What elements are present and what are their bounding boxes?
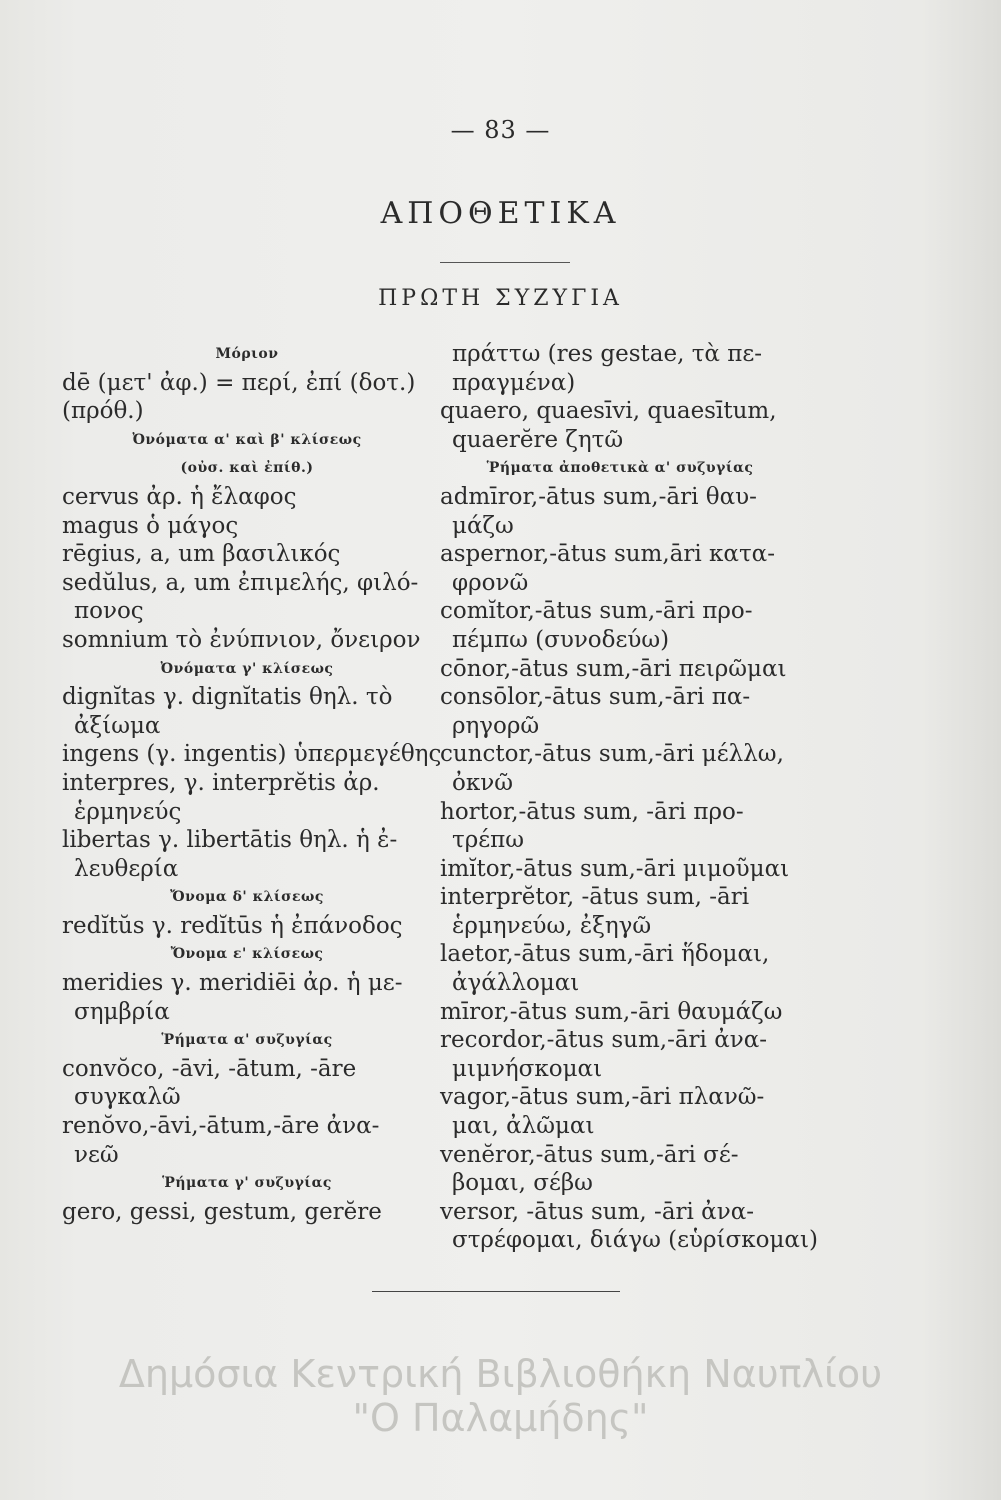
entry-line: renŏvo,-āvi,-ātum,-āre ἀνα- (62, 1113, 380, 1140)
entry-line: magus ὁ μάγος (62, 512, 239, 539)
entry-line: μιμνήσκομαι (452, 1055, 603, 1082)
entry-line: dē (μετ' ἀφ.) = περί, ἐπί (δοτ.) (62, 369, 416, 396)
section-heading: Ῥήματα α' συζυγίας (161, 1032, 333, 1049)
entry-line: μαι, ἀλῶμαι (452, 1113, 595, 1140)
entry-line: mīror,-ātus sum,-āri θαυμάζω (440, 998, 783, 1025)
entry-line: interprĕtor, -ātus sum, -āri (440, 884, 750, 911)
entry-line: (πρόθ.) (62, 398, 144, 425)
entry-line: dignĭtas γ. dignĭtatis θηλ. τὸ (62, 684, 393, 711)
entry-line: sedŭlus, a, um ἐπιμελής, φιλό- (62, 569, 419, 596)
entry-line: convŏco, -āvi, -ātum, -āre (62, 1055, 357, 1082)
entry-line: quaero, quaesīvi, quaesītum, (440, 398, 777, 425)
section-heading: Μόριον (215, 346, 279, 362)
entry-line: ἀξίωμα (74, 712, 161, 739)
entry-line: τρέπω (452, 827, 525, 854)
entry-line: βομαι, σέβω (452, 1170, 593, 1197)
section-heading: Ὄνομα δ' κλίσεως (170, 889, 324, 906)
entry-line: ἑρμηνεύω, ἐξηγῶ (452, 912, 652, 939)
entry-line: venĕror,-ātus sum,-āri σέ- (440, 1141, 739, 1168)
watermark-line-2: "Ο Παλαμήδης" (352, 1396, 649, 1440)
entry-line: comĭtor,-ātus sum,-āri προ- (440, 598, 753, 625)
entry-line: νεῶ (74, 1141, 119, 1168)
entry-line: cunctor,-ātus sum,-āri μέλλω, (440, 741, 784, 768)
entry-line: quaerĕre ζητῶ (452, 426, 624, 453)
entry-line: cōnor,-ātus sum,-āri πειρῶμαι (440, 655, 787, 682)
entry-line: ingens (γ. ingentis) ὑπερμεγέθης (62, 741, 442, 768)
section-title: ΑΠΟΘΕΤΙΚΑ (380, 196, 621, 231)
entry-line: συγκαλῶ (74, 1084, 181, 1111)
section-heading: Ὀνόματα γ' κλίσεως (160, 660, 334, 677)
entry-line: ἀγάλλομαι (452, 970, 580, 997)
entry-line: cervus ἀρ. ἡ ἔλαφος (62, 483, 297, 510)
entry-line: admīror,-ātus sum,-āri θαυ- (440, 483, 757, 510)
entry-line: ὀκνῶ (452, 769, 513, 796)
section-heading: Ὄνομα ε' κλίσεως (170, 946, 324, 963)
section-subtitle: ΠΡΩΤΗ ΣΥΖΥΓΙΑ (378, 286, 623, 311)
entry-line: recordor,-ātus sum,-āri ἀνα- (440, 1027, 768, 1054)
page-number: — 83 — (450, 116, 551, 144)
left-column (62, 340, 442, 1226)
entry-line: aspernor,-ātus sum,āri κατα- (440, 541, 775, 568)
entry-line: πράττω (res gestae, τὰ πε- (452, 341, 763, 367)
entry-line: interpres, γ. interprĕtis ἀρ. (62, 769, 380, 796)
entry-line: ἑρμηνεύς (74, 798, 182, 825)
entry-line: meridies γ. meridiēi ἀρ. ἡ με- (62, 970, 403, 997)
end-divider (372, 1291, 620, 1292)
entry-line: hortor,-ātus sum, -āri προ- (440, 798, 744, 825)
entry-line: φρονῶ (452, 569, 529, 596)
entry-line: gero, gessi, gestum, gerĕre (62, 1198, 382, 1225)
section-heading: Ῥήματα γ' συζυγίας (162, 1175, 332, 1192)
entry-line: λευθερία (74, 855, 179, 882)
right-column (440, 340, 818, 1255)
entry-line: laetor,-ātus sum,-āri ἥδομαι, (440, 941, 770, 968)
watermark-line-1: Δημόσια Κεντρική Βιβλιοθήκη Ναυπλίου (118, 1352, 883, 1396)
section-heading: Ῥήματα ἀποθετικὰ α' συζυγίας (486, 460, 754, 477)
entry-line: μάζω (452, 512, 514, 539)
section-heading: (οὐσ. καὶ ἐπίθ.) (180, 460, 314, 477)
title-divider (440, 262, 570, 263)
entry-line: πραγμένα) (452, 369, 576, 396)
library-watermark (0, 1352, 1001, 1440)
entry-line: στρέφομαι, διάγω (εὑρίσκομαι) (452, 1227, 818, 1254)
entry-line: imĭtor,-ātus sum,-āri μιμοῦμαι (440, 855, 790, 882)
entry-line: somnium τὸ ἐνύπνιον, ὄνειρον (62, 626, 421, 653)
entry-line: vagor,-ātus sum,-āri πλανῶ- (440, 1084, 765, 1111)
section-heading: Ὀνόματα α' καὶ β' κλίσεως (132, 431, 362, 448)
entry-line: ρηγορῶ (452, 712, 540, 739)
entry-line: πονος (74, 598, 144, 625)
entry-line: πέμπω (συνοδεύω) (452, 626, 670, 653)
entry-line: σημβρία (74, 998, 170, 1025)
entry-line: libertas γ. libertātis θηλ. ἡ ἐ- (62, 827, 398, 854)
entry-line: redĭtŭs γ. redĭtūs ἡ ἐπάνοδος (62, 912, 403, 939)
entry-line: consōlor,-ātus sum,-āri πα- (440, 684, 751, 711)
entry-line: versor, -ātus sum, -āri ἀνα- (440, 1198, 755, 1225)
entry-line: rēgius, a, um βασιλικός (62, 541, 341, 568)
